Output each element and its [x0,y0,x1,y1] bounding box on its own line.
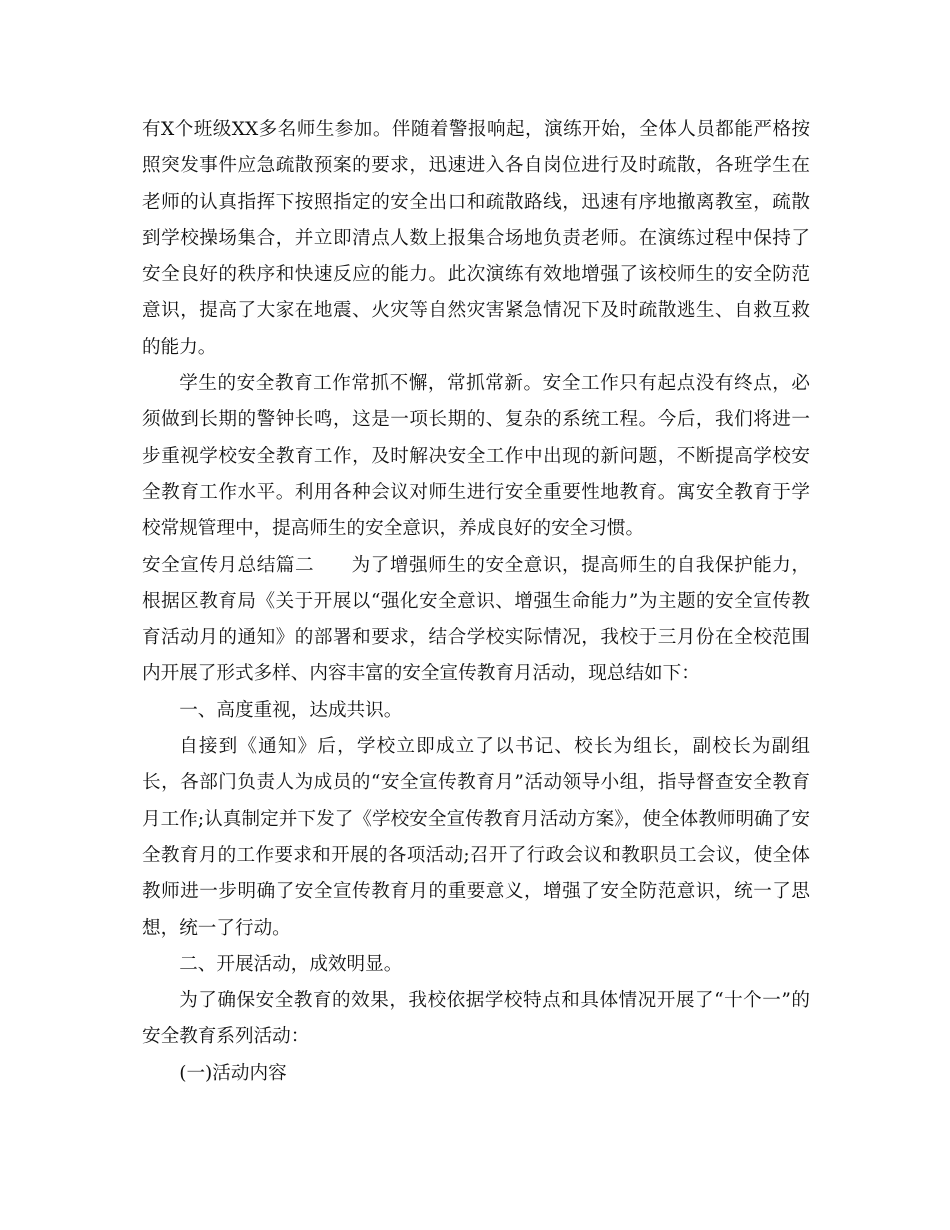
heading-high-priority: 一、高度重视，达成共识。 [179,699,403,721]
heading-activities-effective: 二、开展活动，成效明显。 [179,953,403,975]
paragraph-leadership-group: 自接到《通知》后，学校立即成立了以书记、校长为组长，副校长为副组长，各部门负责人为成员的“安全宣传教育月”活动领导小组，指导督查安全教育月工作;认真制定并下发了《学校安全宣传教育月活动方案》，使全体教师明确了安全教育月的工作要求和开展的各项活动;召开了行政会议和教职员工会议，使全体教师进一步明确了安全宣传教育月的重要意义，增强了安全防范意识，统一了思想，统一了行动。 [142,736,810,939]
section-two-opening [142,548,810,693]
heading-activity-content: (一)活动内容 [179,1062,287,1084]
paragraph-ongoing-education: 学生的安全教育工作常抓不懈，常抓常新。安全工作只有起点没有终点，必须做到长期的警钟长鸣，这是一项长期的、复杂的系统工程。今后，我们将进一步重视学校安全教育工作，及时解决安全工作中出现的新问题，不断提高学校安全教育工作水平。利用各种会议对师生进行安全重要性地教育。寓安全教育于学校常规管理中，提高师生的安全意识，养成良好的安全习惯。 [142,373,810,540]
document-body [142,112,810,1092]
section-title: 安全宣传月总结篇二 [142,554,315,576]
paragraph-drill-summary: 有X个班级XX多名师生参加。伴随着警报响起，演练开始，全体人员都能严格按照突发事件应急疏散预案的要求，迅速进入各自岗位进行及时疏散，各班学生在老师的认真指挥下按照指定的安全出口和疏散路线，迅速有序地撤离教室，疏散到学校操场集合，并立即清点人数上报集合场地负责老师。在演练过程中保持了安全良好的秩序和快速反应的能力。此次演练有效地增强了该校师生的安全防范意识，提高了大家在地震、火灾等自然灾害紧急情况下及时疏散逃生、自救互救的能力。 [142,119,810,358]
section-intro: 为了增强师生的安全意识，提高师生的自我保护能力，根据区教育局《关于开展以“强化安全意识、增强生命能力”为主题的安全宣传教育活动月的通知》的部署和要求，结合学校实际情况，我校于三月份在全校范围内开展了形式多样、内容丰富的安全宣传教育月活动，现总结如下： [142,554,810,685]
paragraph-ten-activities: 为了确保安全教育的效果，我校依据学校特点和具体情况开展了“十个一”的安全教育系列活动： [142,990,810,1048]
